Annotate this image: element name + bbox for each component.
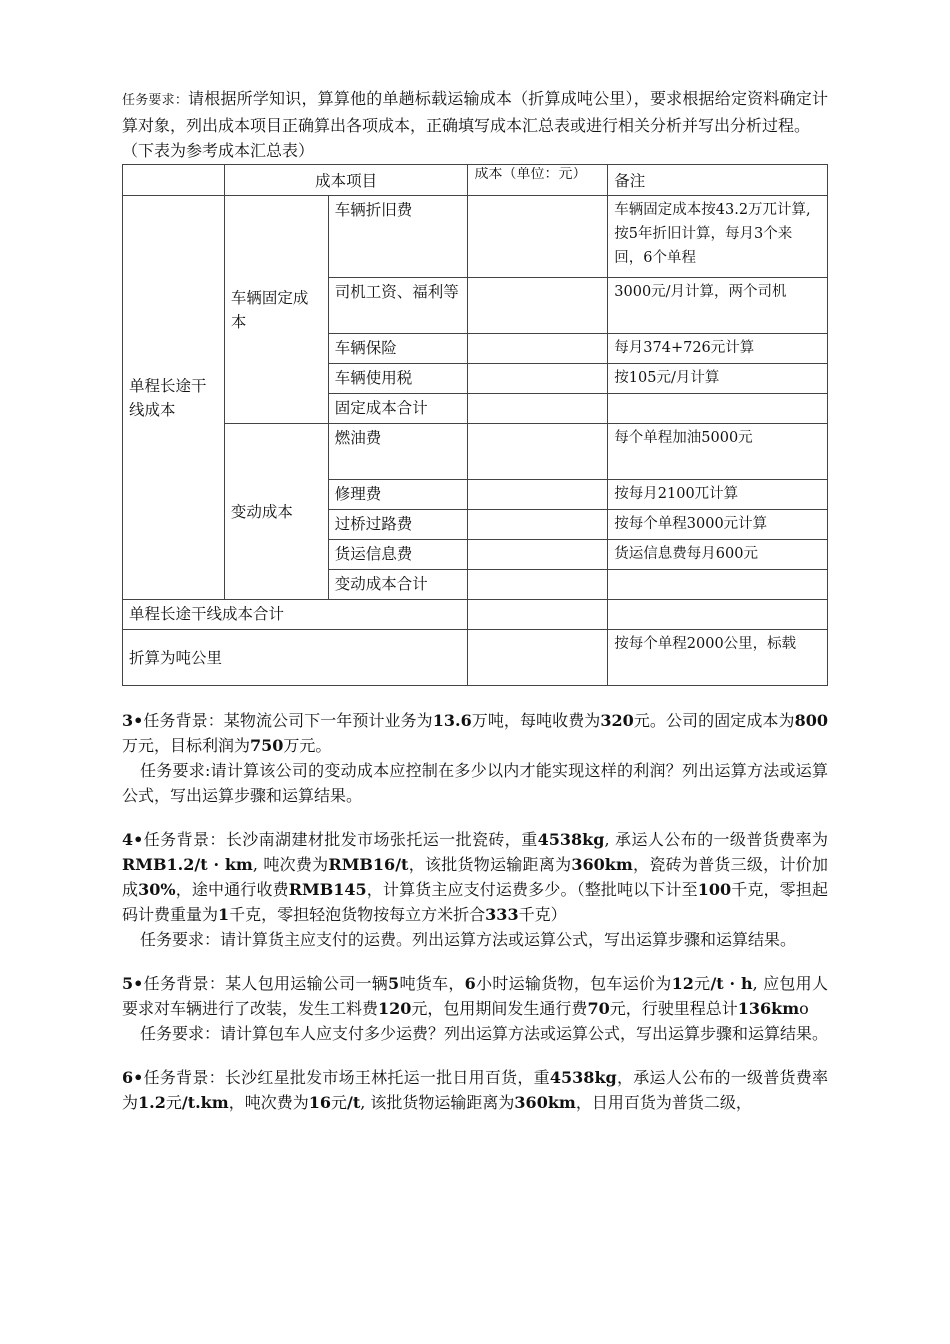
row-cost	[468, 424, 608, 480]
row-item: 车辆折旧费	[328, 196, 468, 278]
ton-km-note: 按每个单程2000公里，标载	[608, 630, 828, 686]
intro-text: 请根据所学知识，算算他的单趟标载运输成本（折算成吨公里），要求根据给定资料确定计算对象，列出成本项目正确算出各项成本，正确填写成本汇总表或进行相关分析并写出分析过程。	[122, 89, 828, 135]
total-label: 单程长途干线成本合计	[123, 600, 468, 630]
q4-value: RMB1.2/t · km	[122, 855, 253, 874]
q3-value: 13.6	[432, 711, 472, 730]
q3-background	[122, 708, 828, 758]
q5-bg-label: 任务背景：	[143, 974, 226, 993]
q6-number: 6•	[122, 1068, 144, 1087]
q6-value: 360km	[514, 1093, 576, 1112]
row-cost	[468, 570, 608, 600]
q6-text: ，吨次费为	[228, 1093, 309, 1112]
q5-text: 某人包用运输公司一辆	[225, 974, 389, 993]
q4-value: 4538kg	[537, 830, 605, 849]
q3-text: 万元。	[283, 736, 332, 755]
q6-text: ，日用百货为普货二级，	[575, 1093, 752, 1112]
row-cost	[468, 480, 608, 510]
row-item: 过桥过路费	[328, 510, 468, 540]
row-note: 每月374+726元计算	[608, 334, 828, 364]
q6-text: ，承运人公布的一级普货费率为	[122, 1068, 828, 1112]
row-item: 燃油费	[328, 424, 468, 480]
total-note	[608, 600, 828, 630]
row-cost	[468, 196, 608, 278]
q4-text: 千克，零担起码计费重量为	[122, 880, 828, 924]
q4-text: , 吨次费为	[252, 855, 329, 874]
row-item: 固定成本合计	[328, 394, 468, 424]
q5-text: 小时运输货物，包车运价为	[475, 974, 672, 993]
table-row	[123, 424, 828, 480]
row-note: 每个单程加油5000元	[608, 424, 828, 480]
row-cost	[468, 278, 608, 334]
q6-value: /t.km	[181, 1093, 229, 1112]
intro-paragraph	[122, 86, 828, 138]
row-note	[608, 394, 828, 424]
q5-text: 吨货车，	[399, 974, 465, 993]
row-item: 修理费	[328, 480, 468, 510]
row-note: 车辆固定成本按43.2万兀计算,按5年折旧计算，每月3个来回，6个单程	[608, 196, 828, 278]
row-item: 车辆保险	[328, 334, 468, 364]
q4-text: 长沙南湖建材批发市场张托运一批瓷砖，重	[225, 830, 538, 849]
row-cost	[468, 540, 608, 570]
q3-bg-label: 任务背景：	[143, 711, 224, 730]
q3-requirement: 任务要求:请计算该公司的变动成本应控制在多少以内才能实现这样的利润？列出运算方法或运算公式，写出运算步骤和运算结果。	[122, 761, 828, 805]
row-note: 按每月2100兀计算	[608, 480, 828, 510]
q6-value: 4538kg	[549, 1068, 617, 1087]
q6-text: 元	[330, 1093, 347, 1112]
header-note: 备注	[608, 165, 828, 196]
row-cost	[468, 510, 608, 540]
row-item: 车辆使用税	[328, 364, 468, 394]
q4-text: ，途中通行收费	[175, 880, 289, 899]
cost-summary-table	[122, 164, 828, 686]
q4-value: 100	[697, 880, 732, 899]
q4-bg-label: 任务背景：	[143, 830, 226, 849]
total-cost	[468, 600, 608, 630]
q4-number: 4•	[122, 830, 144, 849]
table-row	[123, 196, 828, 278]
q5-text: 元，行驶里程总计	[609, 999, 738, 1018]
q5-background	[122, 971, 828, 1021]
header-blank	[123, 165, 225, 196]
q5-value: 120	[378, 999, 412, 1018]
document-page	[122, 86, 828, 1115]
q4-text: 千克）	[518, 905, 567, 924]
q4-value: RMB16/t	[328, 855, 409, 874]
header-item: 成本项目	[224, 165, 468, 196]
q5-value: 6	[464, 974, 476, 993]
q3-text: 某物流公司下一年预计业务为	[223, 711, 433, 730]
q6-text: , 该批货物运输距离为	[360, 1093, 515, 1112]
q5-text: 元，包用期间发生通行费	[411, 999, 588, 1018]
intro-label: 任务要求：	[122, 93, 189, 108]
q3-text: 万元，目标利润为	[122, 736, 251, 755]
q3-value: 800	[794, 711, 828, 730]
q6-value: 16	[308, 1093, 331, 1112]
q4-requirement: 任务要求：请计算货主应支付的运费。列出运算方法或运算公式，写出运算步骤和运算结果。	[140, 930, 797, 949]
q3-value: 320	[600, 711, 634, 730]
row-note: 按105元/月计算	[608, 364, 828, 394]
row-note: 按每个单程3000元计算	[608, 510, 828, 540]
header-cost-text: 成本（单位：元）	[474, 167, 587, 182]
q5-value: 12	[671, 974, 694, 993]
header-cost	[468, 165, 608, 196]
group-label: 单程长途干线成本	[123, 196, 225, 600]
q6-value: 1.2	[138, 1093, 166, 1112]
row-item: 货运信息费	[328, 540, 468, 570]
q4-text: , 承运人公布的一级普货费率为	[604, 830, 828, 849]
q4-value: 30%	[138, 880, 176, 899]
q5-number: 5•	[122, 974, 144, 993]
row-cost	[468, 364, 608, 394]
q6-background	[122, 1065, 828, 1115]
q4-value: 333	[485, 905, 519, 924]
q5-requirement: 任务要求：请计算包车人应支付多少运费？列出运算方法或运算公式，写出运算步骤和运算结果。	[140, 1024, 829, 1043]
table-header-row	[123, 165, 828, 196]
row-item: 变动成本合计	[328, 570, 468, 600]
q3-text: 万吨，每吨收费为	[471, 711, 601, 730]
table-row	[123, 600, 828, 630]
q5-value: 136km	[737, 999, 800, 1018]
q4-value: 360km	[571, 855, 633, 874]
table-caption: （下表为参考成本汇总表）	[122, 141, 315, 160]
q3-text: 元。公司的固定成本为	[633, 711, 795, 730]
q5-value: 70	[587, 999, 610, 1018]
q5-value: /t · h	[710, 974, 753, 993]
q4-value: 1	[218, 905, 230, 924]
fixed-cost-label: 车辆固定成本	[224, 196, 328, 424]
row-note: 3000元/月计算，两个司机	[608, 278, 828, 334]
row-item: 司机工资、福利等	[328, 278, 468, 334]
variable-cost-label: 变动成本	[224, 424, 328, 600]
q5-text: 元	[693, 974, 711, 993]
ton-km-label: 折算为吨公里	[123, 630, 468, 686]
q5-value: 5	[388, 974, 400, 993]
q4-text: 千克，零担轻泡货物按每立方米折合	[229, 905, 486, 924]
table-row	[123, 630, 828, 686]
q6-value: /t	[347, 1093, 361, 1112]
q4-text: ，该批货物运输距离为	[408, 855, 572, 874]
q3-value: 750	[250, 736, 284, 755]
row-note	[608, 570, 828, 600]
q5-text: , 应包用人要求对车辆进行了改装，发生工料费	[122, 974, 828, 1018]
q4-text: ，瓷砖为普货三级，计价加成	[122, 855, 828, 899]
q3-number: 3•	[122, 711, 144, 730]
q6-text: 长沙红星批发市场王林托运一批日用百货，重	[224, 1068, 550, 1087]
q4-value: RMB145	[288, 880, 367, 899]
row-cost	[468, 334, 608, 364]
q6-bg-label: 任务背景：	[143, 1068, 225, 1087]
q5-text: o	[799, 999, 809, 1018]
q4-background	[122, 827, 828, 927]
q4-text: ，计算货主应支付运费多少。（整批吨以下计至	[366, 880, 698, 899]
row-note: 货运信息费每月600元	[608, 540, 828, 570]
q6-text: 元	[165, 1093, 182, 1112]
row-cost	[468, 394, 608, 424]
ton-km-cost	[468, 630, 608, 686]
